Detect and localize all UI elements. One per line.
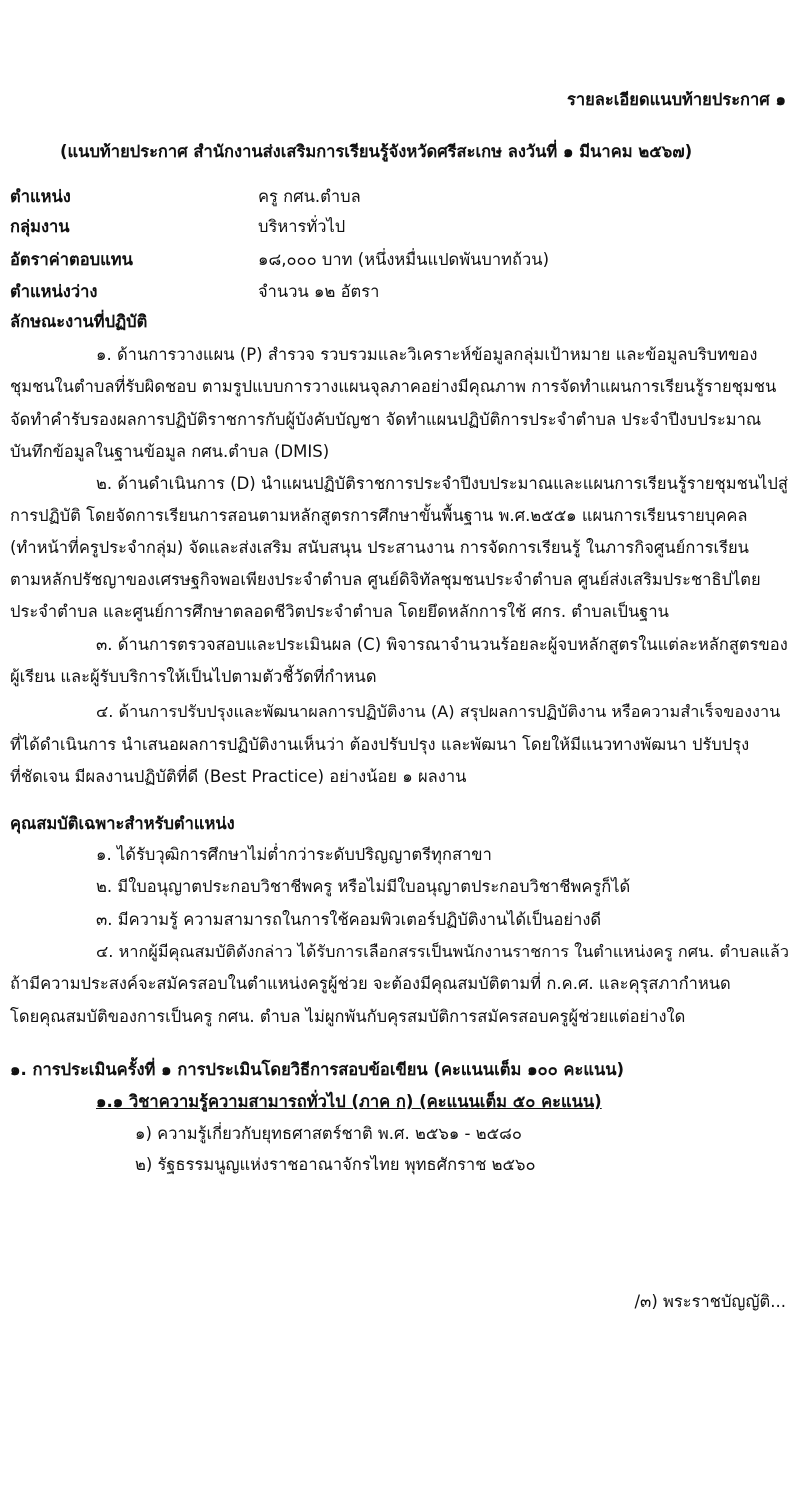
- duty-line: (ทำหน้าที่ครูประจำกลุ่ม) จัดและส่งเสริม สนับสนุน ประสานงาน การจัดการเรียนรู้ ในภารกิจศูนย์การเรียน: [10, 538, 749, 557]
- salary-value: ๑๘,๐๐๐ บาท (หนึ่งหมื่นแปดพันบาทถ้วน): [258, 250, 550, 269]
- duty-line: ที่ชัดเจน มีผลงานปฏิบัติที่ดี (Best Practice) อย่างน้อย ๑ ผลงาน: [10, 767, 467, 786]
- qualification-line: ๔. หากผู้มีคุณสมบัติดังกล่าว ได้รับการเลือกสรรเป็นพนักงานราชการ ในตำแหน่งครู กศน. ตำบลแล้ว: [96, 942, 789, 961]
- duty-line: ๒. ด้านดำเนินการ (D) นำแผนปฏิบัติราชการประจำปีงบประมาณและแผนการเรียนรู้รายชุมชนไปสู่: [96, 474, 788, 493]
- position-label: ตำแหน่ง: [10, 187, 71, 206]
- vacancy-label: ตำแหน่งว่าง: [10, 282, 98, 301]
- duty-line: ตามหลักปรัชญาของเศรษฐกิจพอเพียงประจำตำบล ศูนย์ดิจิทัลชุมชนประจำตำบล ศูนย์ส่งเสริมประชาธิปไตย: [10, 570, 761, 589]
- evaluation-heading: ๑. การประเมินครั้งที่ ๑ การประเมินโดยวิธีการสอบข้อเขียน (คะแนนเต็ม ๑๐๐ คะแนน): [10, 1060, 625, 1079]
- duty-line: ผู้เรียน และผู้รับบริการให้เป็นไปตามตัวชี้วัดที่กำหนด: [10, 667, 377, 686]
- qualification-line: ๑. ได้รับวุฒิการศึกษาไม่ต่ำกว่าระดับปริญญาตรีทุกสาขา: [96, 845, 492, 864]
- duty-line: จัดทำคำรับรองผลการปฏิบัติราชการกับผู้บังคับบัญชา จัดทำแผนปฏิบัติการประจำตำบล ประจำปีงบประมาณ: [10, 410, 762, 429]
- group-label: กลุ่มงาน: [10, 217, 70, 236]
- duties-heading: ลักษณะงานที่ปฏิบัติ: [10, 312, 148, 331]
- duty-line: ๑. ด้านการวางแผน (P) สำรวจ รวบรวมและวิเคราะห์ข้อมูลกลุ่มเป้าหมาย และข้อมูลบริบทของ: [96, 345, 758, 364]
- evaluation-item: ๒) รัฐธรรมนูญแห่งราชอาณาจักรไทย พุทธศักราช ๒๕๖๐: [135, 1155, 536, 1174]
- duty-line: บันทึกข้อมูลในฐานข้อมูล กศน.ตำบล (DMIS): [10, 442, 330, 461]
- document-subtitle: (แนบท้ายประกาศ สำนักงานส่งเสริมการเรียนรู้จังหวัดศรีสะเกษ ลงวันที่ ๑ มีนาคม ๒๕๖๗): [60, 142, 693, 161]
- evaluation-item: ๑) ความรู้เกี่ยวกับยุทธศาสตร์ชาติ พ.ศ. ๒๕๖๑ - ๒๕๘๐: [135, 1124, 522, 1143]
- qualification-line: โดยคุณสมบัติของการเป็นครู กศน. ตำบล ไม่ผูกพันกับคุรสมบัติการสมัครสอบครูผู้ช่วยแต่อย่างใด: [10, 1007, 686, 1026]
- duty-line: ๓. ด้านการตรวจสอบและประเมินผล (C) พิจารณาจำนวนร้อยละผู้จบหลักสูตรในแต่ละหลักสูตรของ: [96, 635, 788, 654]
- duty-line: ชุมชนในตำบลที่รับผิดชอบ ตามรูปแบบการวางแผนจุลภาคอย่างมีคุณภาพ การจัดทำแผนการเรียนรู้รายชุมชน: [10, 377, 777, 396]
- group-value: บริหารทั่วไป: [258, 217, 346, 236]
- salary-label: อัตราค่าตอบแทน: [10, 250, 133, 269]
- duty-line: ๔. ด้านการปรับปรุงและพัฒนาผลการปฏิบัติงาน (A) สรุปผลการปฏิบัติงาน หรือความสำเร็จของงาน: [96, 702, 781, 721]
- qualifications-heading: คุณสมบัติเฉพาะสำหรับตำแหน่ง: [10, 814, 235, 833]
- qualification-line: ถ้ามีความประสงค์จะสมัครสอบในตำแหน่งครูผู้ช่วย จะต้องมีคุณสมบัติตามที่ ก.ค.ศ. และคุรุสภากำหนด: [10, 974, 731, 993]
- vacancy-value: จำนวน ๑๒ อัตรา: [258, 282, 380, 301]
- annex-title: รายละเอียดแนบท้ายประกาศ ๑: [566, 90, 786, 109]
- duty-line: ประจำตำบล และศูนย์การศึกษาตลอดชีวิตประจำตำบล โดยยึดหลักการใช้ ศกร. ตำบลเป็นฐาน: [10, 602, 669, 621]
- page-continuation: /๓) พระราชบัญญัติ...: [634, 1292, 786, 1311]
- duty-line: การปฏิบัติ โดยจัดการเรียนการสอนตามหลักสูตรการศึกษาขั้นพื้นฐาน พ.ศ.๒๕๕๑ แผนการเรียนรายบุคคล: [10, 506, 748, 525]
- qualification-line: ๓. มีความรู้ ความสามารถในการใช้คอมพิวเตอร์ปฏิบัติงานได้เป็นอย่างดี: [96, 910, 602, 929]
- evaluation-subheading: ๑.๑ วิชาความรู้ความสามารถทั่วไป (ภาค ก) (คะแนนเต็ม ๕๐ คะแนน): [96, 1092, 602, 1111]
- qualification-line: ๒. มีใบอนุญาตประกอบวิชาชีพครู หรือไม่มีใบอนุญาตประกอบวิชาชีพครูก็ได้: [96, 877, 631, 896]
- position-value: ครู กศน.ตำบล: [258, 187, 361, 206]
- duty-line: ที่ได้ดำเนินการ นำเสนอผลการปฏิบัติงานเห็นว่า ต้องปรับปรุง และพัฒนา โดยให้มีแนวทางพัฒนา ปรับปรุง: [10, 735, 750, 754]
